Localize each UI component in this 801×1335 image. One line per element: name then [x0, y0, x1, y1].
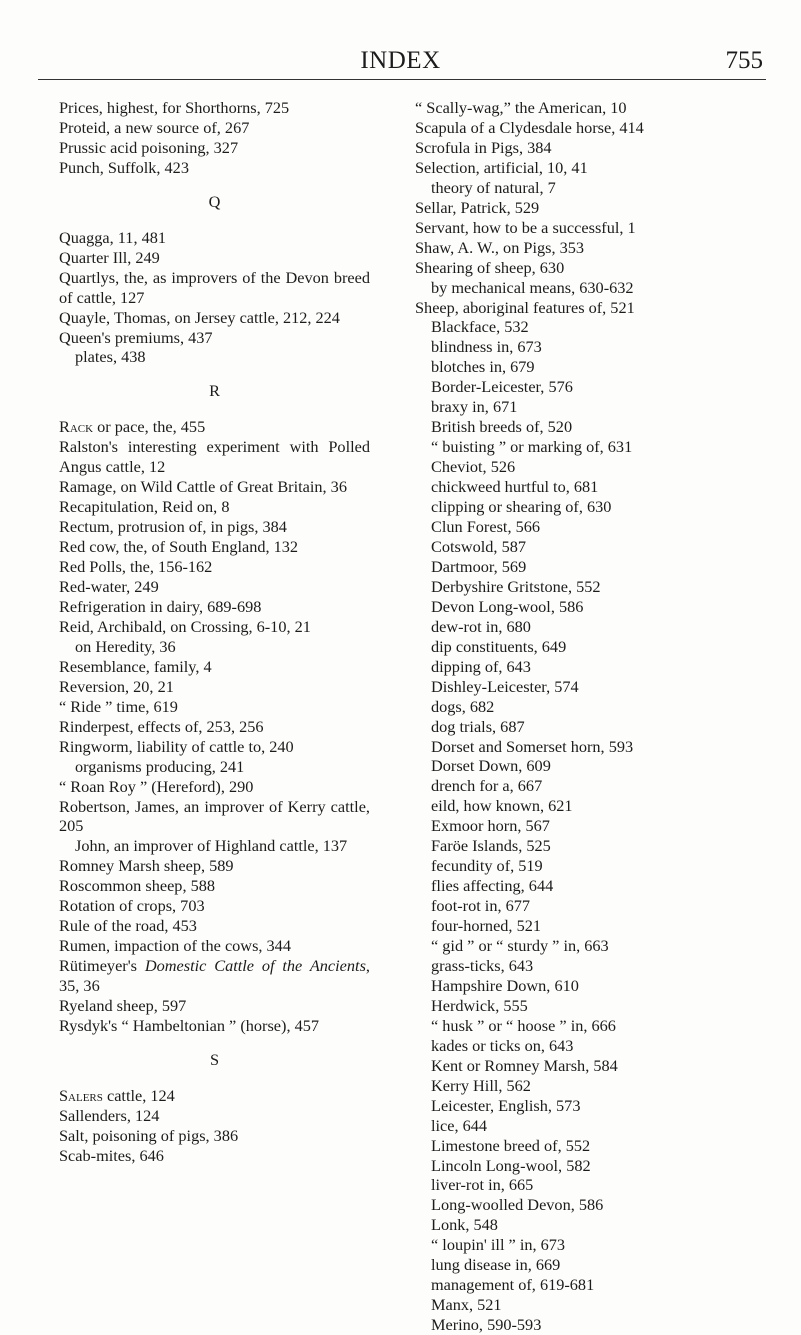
index-subentry: Lonk, 548	[431, 1215, 498, 1235]
index-entry: Refrigeration in dairy, 689-698	[59, 596, 262, 616]
index-entry: Resemblance, family, 4	[59, 656, 212, 676]
index-entry	[59, 1086, 370, 1106]
index-entry: Rysdyk's “ Hambeltonian ” (horse), 457	[59, 1015, 320, 1035]
index-entry: Shearing of sheep, 630	[415, 257, 565, 277]
section-letter-s: S	[209, 1049, 220, 1069]
index-subentry: blotches in, 679	[431, 357, 535, 377]
index-entry: Quartlys, the, as improvers of the Devon breed of cattle, 127	[59, 267, 370, 307]
index-subentry: dew-rot in, 680	[431, 616, 531, 636]
index-entry: Reversion, 20, 21	[59, 676, 174, 696]
index-subentry: Kent or Romney Marsh, 584	[431, 1055, 618, 1075]
index-subentry: eild, how known, 621	[431, 796, 573, 816]
section-letter-r: R	[209, 381, 220, 401]
entry-text: Rütimeyer's	[59, 956, 145, 976]
index-subentry: grass-ticks, 643	[431, 955, 534, 975]
index-entry: Scrofula in Pigs, 384	[415, 137, 552, 157]
index-entry	[59, 956, 370, 996]
index-subentry: by mechanical means, 630-632	[431, 277, 634, 297]
index-subentry: organisms producing, 241	[75, 756, 245, 776]
header-rule	[38, 79, 766, 80]
index-entry: “ Roan Roy ” (Hereford), 290	[59, 776, 254, 796]
index-entry: Ringworm, liability of cattle to, 240	[59, 736, 294, 756]
index-entry: Reid, Archibald, on Crossing, 6-10, 21	[59, 616, 311, 636]
index-subentry: four-horned, 521	[431, 916, 541, 936]
index-entry: “ Ride ” time, 619	[59, 696, 178, 716]
index-subentry: Kerry Hill, 562	[431, 1075, 531, 1095]
index-entry: Romney Marsh sheep, 589	[59, 856, 234, 876]
index-subentry: drench for a, 667	[431, 776, 543, 796]
index-subentry: chickweed hurtful to, 681	[431, 477, 599, 497]
index-subentry: fecundity of, 519	[431, 856, 543, 876]
index-entry: Recapitulation, Reid on, 8	[59, 497, 230, 517]
index-subentry: Herdwick, 555	[431, 995, 528, 1015]
index-entry: Roscommon sheep, 588	[59, 876, 216, 896]
index-subentry: Limestone breed of, 552	[431, 1135, 591, 1155]
index-subentry: Devon Long-wool, 586	[431, 596, 584, 616]
index-entry: Rumen, impaction of the cows, 344	[59, 936, 291, 956]
index-subentry: Manx, 521	[431, 1295, 502, 1315]
index-subentry: Dorset Down, 609	[431, 756, 551, 776]
index-entry: Red Polls, the, 156-162	[59, 557, 213, 577]
index-entry: Servant, how to be a successful, 1	[415, 217, 636, 237]
index-entry: “ Scally-wag,” the American, 10	[415, 98, 627, 117]
index-subentry: “ husk ” or “ hoose ” in, 666	[431, 1015, 616, 1035]
entry-text: cattle, 124	[102, 1085, 175, 1105]
index-column-left	[59, 98, 370, 1166]
section-letter-q: Q	[208, 191, 221, 211]
index-entry: Shaw, A. W., on Pigs, 353	[415, 237, 585, 257]
index-subentry: Dartmoor, 569	[431, 556, 527, 576]
index-subentry: “ gid ” or “ sturdy ” in, 663	[431, 936, 609, 956]
index-entry: Robertson, James, an improver of Kerry cattle, 205	[59, 796, 370, 836]
index-column-right	[415, 98, 736, 1335]
index-subentry: foot-rot in, 677	[431, 896, 531, 916]
index-subentry: liver-rot in, 665	[431, 1175, 534, 1195]
index-entry: Rectum, protrusion of, in pigs, 384	[59, 517, 287, 537]
index-entry: Scab-mites, 646	[59, 1145, 164, 1165]
index-entry: Prices, highest, for Shorthorns, 725	[59, 98, 290, 117]
index-subentry: Blackface, 532	[431, 317, 529, 337]
index-subentry: Leicester, English, 573	[431, 1095, 581, 1115]
index-subentry: British breeds of, 520	[431, 417, 573, 437]
index-subentry: Hampshire Down, 610	[431, 975, 579, 995]
index-subentry: Cotswold, 587	[431, 536, 526, 556]
index-subentry: Dishley-Leicester, 574	[431, 676, 579, 696]
index-subentry: clipping or shearing of, 630	[431, 497, 612, 517]
index-subentry: braxy in, 671	[431, 397, 518, 417]
index-entry: Rinderpest, effects of, 253, 256	[59, 716, 264, 736]
page-title: INDEX	[360, 47, 441, 74]
index-entry: Sellar, Patrick, 529	[415, 197, 540, 217]
index-entry: Salt, poisoning of pigs, 386	[59, 1125, 239, 1145]
index-subentry: Exmoor horn, 567	[431, 816, 550, 836]
index-subentry: lung disease in, 669	[431, 1255, 561, 1275]
index-subentry: Derbyshire Gritstone, 552	[431, 576, 601, 596]
index-entry	[59, 417, 370, 437]
index-subentry: lice, 644	[431, 1115, 488, 1135]
index-subentry: Cheviot, 526	[431, 457, 516, 477]
index-subentry: dogs, 682	[431, 696, 495, 716]
index-subentry: John, an improver of Highland cattle, 137	[75, 836, 348, 856]
index-subentry: “ loupin' ill ” in, 673	[431, 1235, 566, 1255]
entry-lead-word: Rack	[59, 417, 94, 437]
index-subentry: Clun Forest, 566	[431, 517, 541, 537]
index-subentry: plates, 438	[75, 347, 146, 367]
index-subentry: dip constituents, 649	[431, 636, 567, 656]
book-title: Domestic Cattle of the Ancients	[144, 956, 366, 976]
index-entry: Sheep, aboriginal features of, 521	[415, 297, 635, 317]
index-subentry: Faröe Islands, 525	[431, 836, 551, 856]
index-subentry: dipping of, 643	[431, 656, 531, 676]
index-entry: Ryeland sheep, 597	[59, 996, 187, 1016]
index-subentry: Dorset and Somerset horn, 593	[431, 736, 634, 756]
index-entry: Rotation of crops, 703	[59, 896, 205, 916]
index-entry: Scapula of a Clydesdale horse, 414	[415, 117, 644, 137]
index-entry: Rule of the road, 453	[59, 916, 197, 936]
index-entry: Punch, Suffolk, 423	[59, 157, 189, 177]
index-entry: Red cow, the, of South England, 132	[59, 537, 299, 557]
entry-lead-word: Salers	[59, 1085, 103, 1105]
index-subentry: Lincoln Long-wool, 582	[431, 1155, 591, 1175]
index-subentry: “ buisting ” or marking of, 631	[431, 437, 633, 457]
index-subentry: on Heredity, 36	[75, 636, 176, 656]
index-subentry: Merino, 590-593	[431, 1315, 542, 1335]
index-entry: Selection, artificial, 10, 41	[415, 157, 588, 177]
page-number: 755	[725, 47, 763, 74]
index-entry: Quarter Ill, 249	[59, 247, 160, 267]
index-entry: Sallenders, 124	[59, 1105, 160, 1125]
index-entry: Proteid, a new source of, 267	[59, 117, 250, 137]
index-entry: Red-water, 249	[59, 577, 159, 597]
index-entry: Ramage, on Wild Cattle of Great Britain, 36	[59, 477, 347, 497]
entry-text: , 35, 36	[59, 956, 370, 996]
index-subentry: blindness in, 673	[431, 337, 542, 357]
index-entry: Quagga, 11, 481	[59, 227, 167, 247]
index-entry: Quayle, Thomas, on Jersey cattle, 212, 224	[59, 307, 340, 327]
entry-text: or pace, the, 455	[93, 417, 206, 437]
index-entry: Ralston's interesting experiment with Polled Angus cattle, 12	[59, 437, 370, 477]
index-subentry: Long-woolled Devon, 586	[431, 1195, 604, 1215]
index-subentry: management of, 619-681	[431, 1275, 595, 1295]
index-subentry: Border-Leicester, 576	[431, 377, 573, 397]
index-subentry: kades or ticks on, 643	[431, 1035, 574, 1055]
index-subentry: flies affecting, 644	[431, 876, 554, 896]
index-entry: Queen's premiums, 437	[59, 327, 213, 347]
index-subentry: theory of natural, 7	[431, 177, 556, 197]
index-entry: Prussic acid poisoning, 327	[59, 137, 239, 157]
index-subentry: dog trials, 687	[431, 716, 525, 736]
